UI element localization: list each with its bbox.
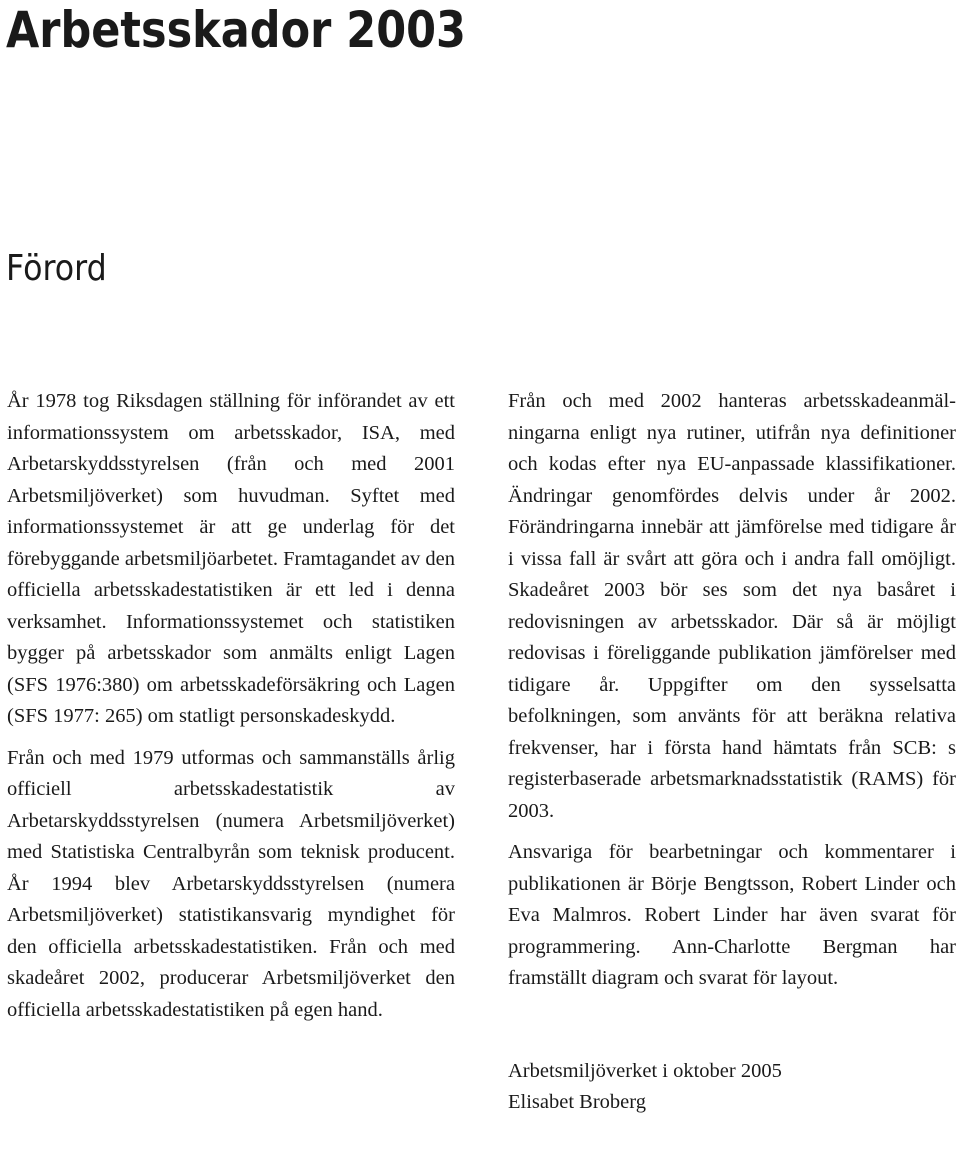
paragraph: År 1978 tog Riksdagen ställning för införandet av ett informationssystem om arbetsskador, ISA, med Arbetarskyddsstyrelsen (från och med 2001 Arbetsmiljöverket) som huvudman. Syftet med informationssystemet är att ge underlag för det förebyggande arbetsmiljöarbetet. Framtagandet av den officiella arbetsskadestatistiken är ett led i denna verksamhet. Informationssystemet och statistiken bygger på arbetsskador som anmälts enligt Lagen (SFS 1976:380) om arbetsskadeförsäkring och Lagen (SFS 1977: 265) om statligt personskadeskydd. xyxy=(7,390,455,727)
paragraph: Från och med 1979 utformas och sammanställs årlig officiell arbetsskadestatistik av Arbetarskyddsstyrelsen (numera Arbetsmiljöverket) med Statistiska Centralbyrån som teknisk producent. År 1994 blev Arbetarskyddsstyrelsen (numera Arbetsmiljöverket) statistikansvarig myndighet för den officiella arbetsskadestatistiken. Från och med skadeåret 2002, producerar Arbetsmiljöverket den officiella arbetsskadestatistiken på egen hand. xyxy=(7,746,455,1021)
right-column xyxy=(508,386,956,1119)
left-column xyxy=(7,386,455,1036)
section-title: Förord xyxy=(6,248,107,289)
paragraph: Ansvariga för bearbetningar och kommentarer i publikationen är Börje Bengtsson, Robert Linder och Eva Malmros. Robert Linder har även svarat för programmering. Ann-Charlotte Bergman har framställt diagram och svarat för layout. xyxy=(508,841,956,989)
paragraph: Från och med 2002 hanteras arbetsskadeanmälningarna enligt nya rutiner, utifrån nya definitioner och kodas efter nya EU-anpassade klassifikationer. Ändringar genomfördes delvis under år 2002. Förändringarna innebär att jämförelse med tidigare år i vissa fall är svårt att göra och i andra fall omöjligt. Skadeåret 2003 bör ses som det nya basåret i redovisningen av arbetsskador. Där så är möjligt redovisas i föreliggande publikation jämförelser med tidigare år. Uppgifter om den sysselsatta befolkningen, som använts för att beräkna relativa frekvenser, har i första hand hämtats från SCB: s registerbaserade arbetsmarknadsstatistik (RAMS) för 2003. xyxy=(508,390,956,822)
signature-name: Elisabet Broberg xyxy=(508,1091,646,1113)
document-title: Arbetsskador 2003 xyxy=(6,1,466,59)
signature-organization: Arbetsmiljöverket i oktober 2005 xyxy=(508,1059,782,1082)
signature-block xyxy=(508,1056,956,1119)
